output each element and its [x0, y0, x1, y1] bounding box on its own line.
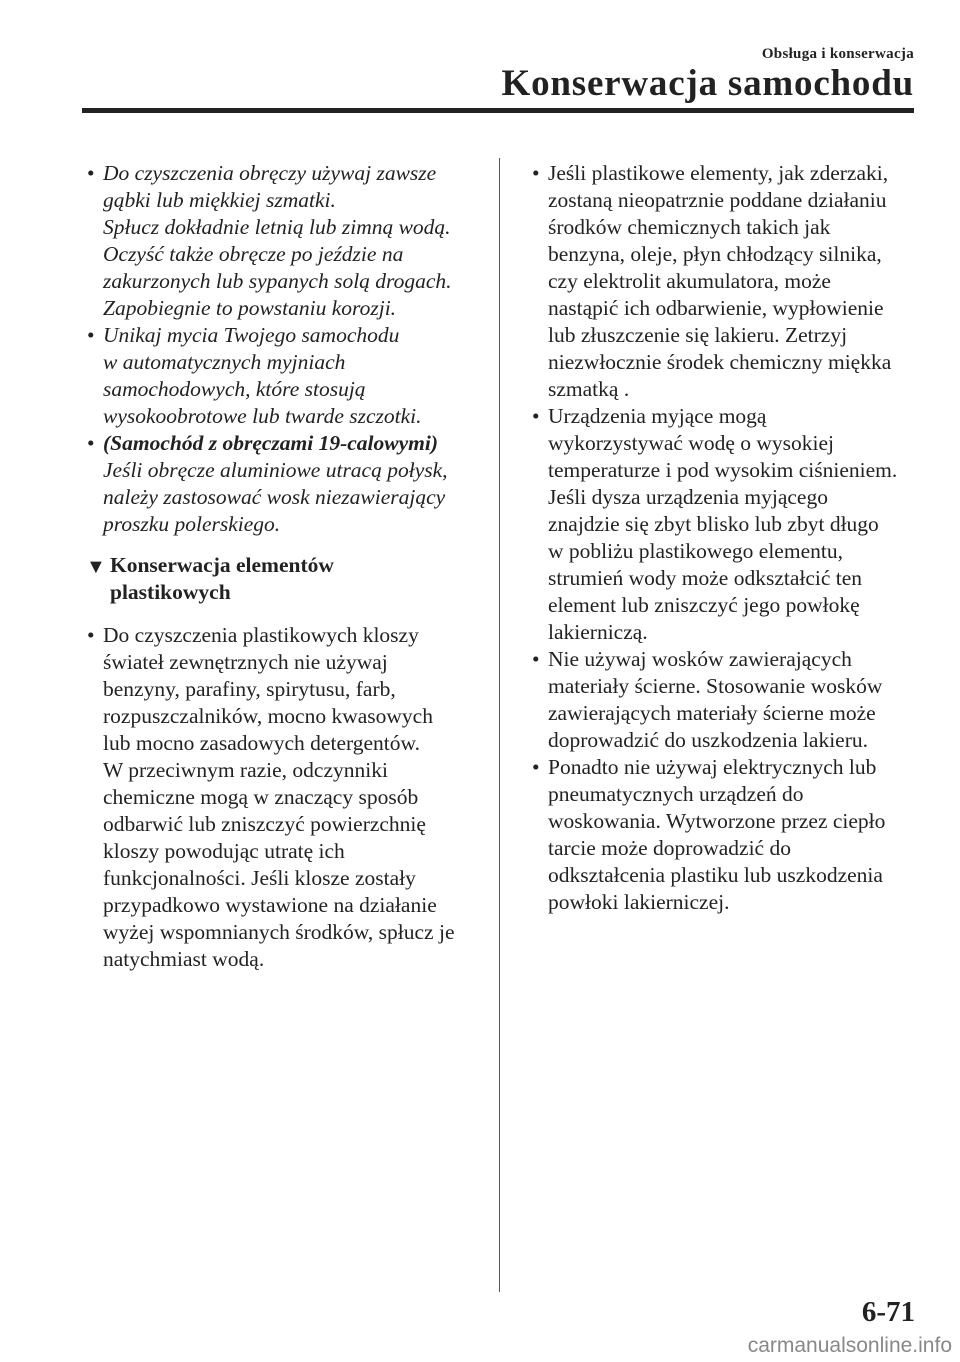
bullet-line: świateł zewnętrznych nie używaj [103, 650, 388, 674]
bullet-dot: • [532, 647, 540, 671]
bullet-line: lub złuszczenie się lakieru. Zetrzyj [548, 323, 848, 347]
header-rule [82, 108, 914, 113]
bullet-line: natychmiast wodą. [103, 947, 265, 971]
bullet-line: Ponadto nie używaj elektrycznych lub [548, 755, 877, 779]
bullet-line: lub mocno zasadowych detergentów. [103, 731, 421, 755]
page-number: 6-71 [861, 1296, 915, 1328]
bullet-line: kloszy powodując utratę ich [103, 839, 345, 863]
bullet-dot: • [532, 161, 540, 185]
bullet-item [86, 322, 484, 430]
bullet-line: zakurzonych lub sypanych solą drogach. [103, 269, 452, 293]
bullet-line: czy elektrolit akumulatora, może [548, 269, 831, 293]
bullet-dot: • [87, 323, 95, 347]
bullet-line: woskowania. Wytworzone przez ciepło [548, 809, 886, 833]
bullet-line: Urządzenia myjące mogą [548, 404, 767, 428]
bullet-line: w automatycznych myjniach [103, 350, 346, 374]
bullet-line: element lub zniszczyć jego powłokę [548, 593, 860, 617]
bullet-dot: • [87, 161, 95, 185]
bullet-line: Jeśli plastikowe elementy, jak zderzaki, [548, 161, 889, 185]
bullet-line: zostaną nieopatrznie poddane działaniu [548, 188, 887, 212]
bullet-dot: • [87, 623, 95, 647]
bullet-line: benzyna, oleje, płyn chłodzący silnika, [548, 242, 882, 266]
bullet-dot: • [532, 404, 540, 428]
bullet-line: Nie używaj wosków zawierających [548, 647, 852, 671]
bullet-item [86, 622, 484, 973]
bullet-line: Do czyszczenia plastikowych kloszy [103, 623, 419, 647]
bullet-line: W przeciwnym razie, odczynniki [103, 758, 388, 782]
bullet-line: lakierniczą. [548, 620, 648, 644]
bullet-item [531, 403, 917, 646]
bullet-item [531, 160, 917, 403]
bullet-line: Zapobiegnie to powstaniu korozji. [103, 296, 397, 320]
bullet-line: niezwłocznie środek chemiczny miękka [548, 350, 892, 374]
bullet-line: materiały ścierne. Stosowanie wosków [548, 674, 883, 698]
bullet-line: Do czyszczenia obręczy używaj zawsze [103, 161, 437, 185]
bullet-dot: • [532, 755, 540, 779]
bullet-line: doprowadzić do uszkodzenia lakieru. [548, 728, 868, 752]
bullet-line: chemiczne mogą w znaczący sposób [103, 785, 419, 809]
bullet-line: wysokoobrotowe lub twarde szczotki. [103, 404, 422, 428]
bullet-line: zawierających materiały ścierne może [548, 701, 876, 725]
column-divider [499, 158, 500, 1292]
bullet-line: pneumatycznych urządzeń do [548, 782, 804, 806]
bullet-line: wyżej wspomnianych środków, spłucz je [103, 920, 455, 944]
subheading-line: Konserwacja elementów [110, 553, 334, 577]
bullet-line: odkształcenia plastiku lub uszkodzenia [548, 863, 883, 887]
bullet-line: szmatką . [548, 377, 630, 401]
bullet-line: tarcie może doprowadzić do [548, 836, 791, 860]
bullet-item [86, 430, 484, 538]
right-column [531, 160, 917, 916]
section-subheading [86, 552, 484, 606]
bullet-item [531, 646, 917, 754]
bullet-heading: (Samochód z obręczami 19-calowymi) [103, 431, 439, 455]
bullet-line: proszku polerskiego. [103, 512, 281, 536]
bullet-line: znajdzie się zbyt blisko lub zbyt długo [548, 512, 879, 536]
bullet-line: powłoki lakierniczej. [548, 890, 730, 914]
bullet-line: wykorzystywać wodę o wysokiej [548, 431, 835, 455]
page-title: Konserwacja samochodu [501, 63, 914, 104]
bullet-line: rozpuszczalników, mocno kwasowych [103, 704, 433, 728]
bullet-line: nastąpić ich odbarwienie, wypłowienie [548, 296, 884, 320]
bullet-line: Oczyść także obręcze po jeździe na [103, 242, 404, 266]
bullet-line: benzyny, parafiny, spirytusu, farb, [103, 677, 396, 701]
header-section-label: Obsługa i konserwacja [761, 46, 914, 62]
bullet-line: Jeśli obręcze aluminiowe utracą połysk, [103, 458, 448, 482]
bullet-line: w pobliżu plastikowego elementu, [548, 539, 843, 563]
bullet-line: należy zastosować wosk niezawierający [103, 485, 446, 509]
bullet-line: gąbki lub miękkiej szmatki. [103, 188, 336, 212]
section-marker-icon: ▼ [86, 556, 106, 578]
bullet-line: Jeśli dysza urządzenia myjącego [548, 485, 828, 509]
watermark: carmanualsonline.info [747, 1334, 952, 1357]
bullet-line: strumień wody może odkształcić ten [548, 566, 863, 590]
bullet-line: samochodowych, które stosują [103, 377, 366, 401]
bullet-item [531, 754, 917, 916]
bullet-line: odbarwić lub zniszczyć powierzchnię [103, 812, 426, 836]
left-column [86, 160, 484, 973]
bullet-line: temperaturze i pod wysokim ciśnieniem. [548, 458, 898, 482]
bullet-line: środków chemicznych takich jak [548, 215, 831, 239]
bullet-line: Spłucz dokładnie letnią lub zimną wodą. [103, 215, 451, 239]
bullet-item [86, 160, 484, 322]
bullet-line: przypadkowo wystawione na działanie [103, 893, 437, 917]
bullet-line: Unikaj mycia Twojego samochodu [103, 323, 400, 347]
subheading-line: plastikowych [110, 580, 231, 604]
bullet-line: funkcjonalności. Jeśli klosze zostały [103, 866, 416, 890]
bullet-dot: • [87, 431, 95, 455]
